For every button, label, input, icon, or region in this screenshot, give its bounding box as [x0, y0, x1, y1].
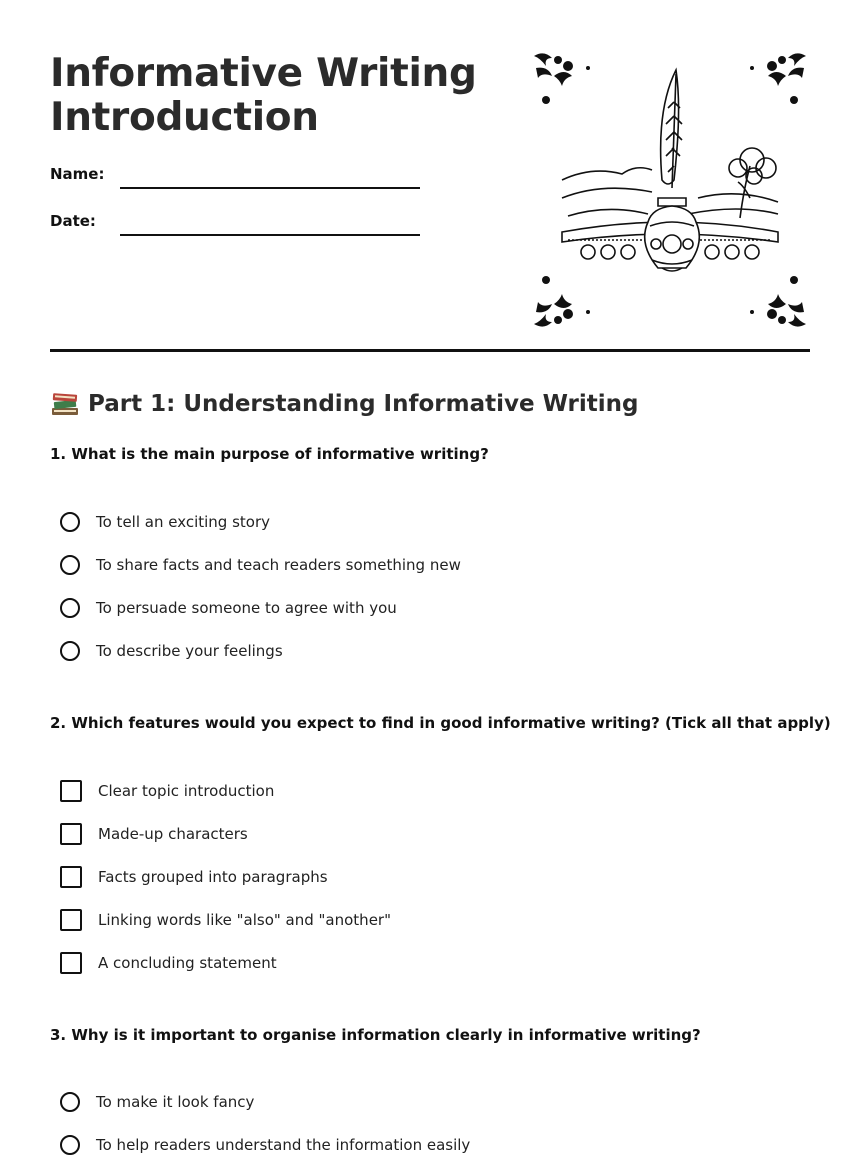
section-title-text: Part 1: Understanding Informative Writing: [88, 391, 639, 417]
question-2: 2. Which features would you expect to find in good informative writing? (Tick all that apply): [50, 714, 831, 732]
section-title: [50, 386, 639, 422]
q1-option-1[interactable]: [60, 509, 270, 535]
corner-ornament-icon: [534, 53, 590, 104]
question-1: 1. What is the main purpose of informative writing?: [50, 445, 489, 463]
books-icon: [50, 390, 80, 418]
option-label: To share facts and teach readers something new: [96, 556, 461, 574]
option-label: To persuade someone to agree with you: [96, 599, 397, 617]
page-title: [50, 52, 477, 140]
q2-option-5[interactable]: [60, 950, 277, 976]
name-field[interactable]: [120, 187, 420, 189]
checkbox[interactable]: [60, 909, 82, 931]
option-label: Made-up characters: [98, 825, 248, 843]
q1-option-2[interactable]: [60, 552, 461, 578]
radio-button[interactable]: [60, 641, 80, 661]
option-label: To tell an exciting story: [96, 513, 270, 531]
q1-option-4[interactable]: [60, 638, 283, 664]
checkbox[interactable]: [60, 780, 82, 802]
option-label: Clear topic introduction: [98, 782, 275, 800]
radio-button[interactable]: [60, 555, 80, 575]
title-line-1: Informative Writing: [50, 51, 477, 96]
name-label: Name:: [50, 165, 105, 183]
date-label: Date:: [50, 212, 96, 230]
checkbox[interactable]: [60, 823, 82, 845]
date-field[interactable]: [120, 234, 420, 236]
quill-ink-pot-landscape-icon: [528, 48, 812, 332]
q2-option-2[interactable]: [60, 821, 248, 847]
option-label: Linking words like "also" and "another": [98, 911, 391, 929]
question-3: 3. Why is it important to organise information clearly in informative writing?: [50, 1026, 701, 1044]
title-line-2: Introduction: [50, 95, 319, 140]
q1-option-3[interactable]: [60, 595, 397, 621]
option-label: To describe your feelings: [96, 642, 283, 660]
option-label: A concluding statement: [98, 954, 277, 972]
radio-button[interactable]: [60, 598, 80, 618]
header-divider: [50, 349, 810, 352]
q3-option-1[interactable]: [60, 1089, 254, 1115]
radio-button[interactable]: [60, 512, 80, 532]
radio-button[interactable]: [60, 1092, 80, 1112]
checkbox[interactable]: [60, 866, 82, 888]
option-label: Facts grouped into paragraphs: [98, 868, 328, 886]
checkbox[interactable]: [60, 952, 82, 974]
q2-option-1[interactable]: [60, 778, 274, 804]
radio-button[interactable]: [60, 1135, 80, 1155]
q2-option-4[interactable]: [60, 907, 391, 933]
q3-option-2[interactable]: [60, 1132, 470, 1158]
option-label: To help readers understand the information easily: [96, 1136, 471, 1154]
q2-option-3[interactable]: [60, 864, 328, 890]
option-label: To make it look fancy: [96, 1093, 255, 1111]
